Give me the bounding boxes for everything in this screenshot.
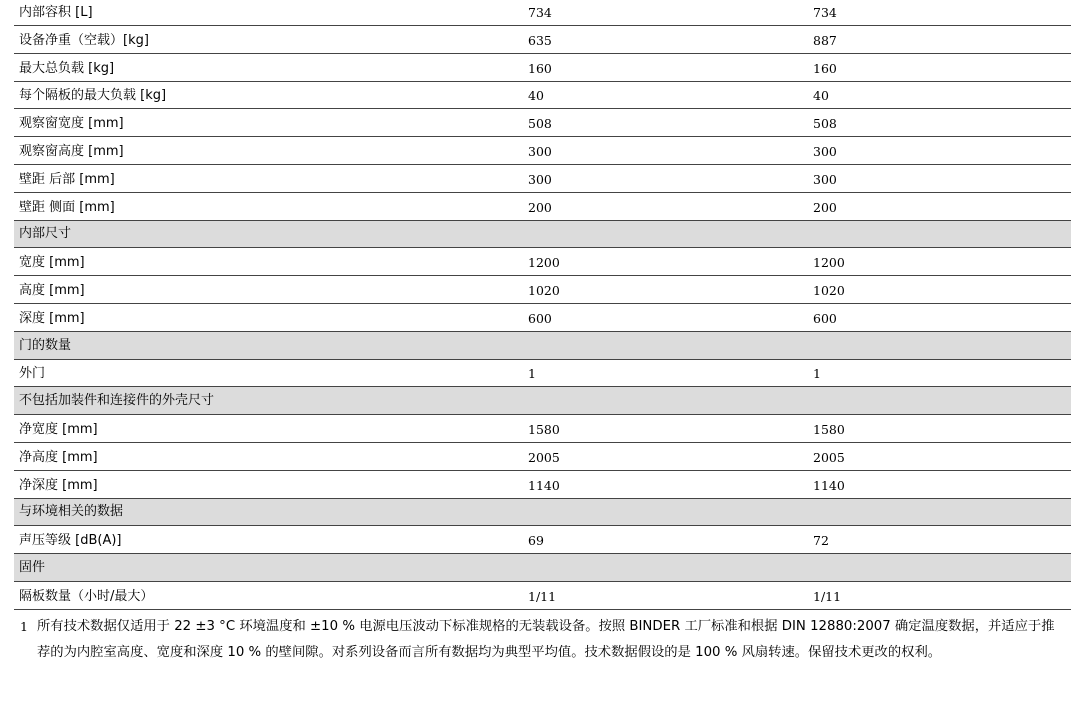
footnote [20, 614, 1065, 665]
row-value-col1: 1020 [528, 282, 560, 298]
table-row [14, 193, 1071, 221]
row-value-col2: 72 [813, 533, 829, 549]
row-value-col2: 300 [813, 171, 837, 187]
section-header-row [14, 332, 1071, 360]
section-title: 固件 [19, 559, 46, 575]
section-header-row [14, 221, 1071, 249]
row-label: 净宽度 [mm] [19, 421, 98, 437]
row-label: 宽度 [mm] [19, 255, 85, 271]
row-label: 隔板数量（小时/最大） [19, 588, 154, 604]
row-value-col2: 1020 [813, 282, 845, 298]
row-value-col2: 1580 [813, 421, 845, 437]
section-title: 不包括加装件和连接件的外壳尺寸 [19, 393, 215, 409]
table-row [14, 109, 1071, 137]
row-value-col1: 160 [528, 60, 552, 76]
row-value-col1: 635 [528, 32, 552, 48]
table-row [14, 415, 1071, 443]
row-label: 壁距 侧面 [mm] [19, 199, 115, 215]
row-value-col1: 200 [528, 199, 552, 215]
row-value-col1: 2005 [528, 449, 560, 465]
row-value-col1: 1580 [528, 421, 560, 437]
row-value-col2: 1140 [813, 477, 845, 493]
row-label: 外门 [19, 366, 46, 382]
row-label: 壁距 后部 [mm] [19, 171, 115, 187]
row-value-col2: 734 [813, 5, 837, 20]
row-value-col1: 300 [528, 143, 552, 159]
row-value-col1: 1140 [528, 477, 560, 493]
row-value-col2: 508 [813, 116, 837, 132]
table-row [14, 276, 1071, 304]
table-row [14, 82, 1071, 110]
footnote-number: 1 [20, 619, 28, 634]
row-value-col2: 1 [813, 366, 821, 382]
row-value-col1: 734 [528, 5, 552, 20]
row-label: 设备净重（空载）[kg] [19, 32, 149, 48]
row-label: 观察窗高度 [mm] [19, 143, 124, 159]
row-label: 净深度 [mm] [19, 477, 98, 493]
row-value-col1: 69 [528, 533, 544, 549]
section-header-row [14, 554, 1071, 582]
row-value-col1: 1/11 [528, 588, 557, 604]
row-value-col1: 508 [528, 116, 552, 132]
row-label: 净高度 [mm] [19, 449, 98, 465]
table-row [14, 304, 1071, 332]
row-label: 最大总负载 [kg] [19, 60, 115, 76]
row-value-col2: 2005 [813, 449, 845, 465]
row-label: 观察窗宽度 [mm] [19, 116, 124, 132]
table-row [14, 443, 1071, 471]
table-row [14, 137, 1071, 165]
row-label: 深度 [mm] [19, 310, 85, 326]
row-value-col2: 200 [813, 199, 837, 215]
table-row [14, 248, 1071, 276]
section-title: 内部尺寸 [19, 226, 72, 242]
table-row [14, 165, 1071, 193]
table-row [14, 26, 1071, 54]
section-title: 门的数量 [19, 337, 72, 353]
table-row [14, 526, 1071, 554]
row-value-col2: 160 [813, 60, 837, 76]
row-value-col1: 40 [528, 88, 544, 104]
table-row [14, 582, 1071, 610]
row-value-col1: 600 [528, 310, 552, 326]
row-value-col2: 887 [813, 32, 837, 48]
section-header-row [14, 387, 1071, 415]
row-value-col2: 40 [813, 88, 829, 104]
table-row [14, 471, 1071, 499]
table-row [14, 360, 1071, 388]
row-label: 声压等级 [dB(A)] [19, 533, 122, 549]
row-value-col1: 300 [528, 171, 552, 187]
table-row [14, 0, 1071, 26]
row-value-col2: 300 [813, 143, 837, 159]
row-label: 每个隔板的最大负载 [kg] [19, 88, 167, 104]
row-value-col2: 1/11 [813, 588, 842, 604]
row-value-col1: 1200 [528, 255, 560, 271]
row-label: 内部容积 [L] [19, 5, 93, 20]
spec-table [14, 0, 1071, 610]
footnote-text: 所有技术数据仅适用于 22 ±3 °C 环境温度和 ±10 % 电源电压波动下标准规格的无装载设备。按照 BINDER 工厂标准和根据 DIN 12880:2007 确定温度数据，并适应于推荐的为内腔室高度、宽度和深度 10 % 的壁间隙。对系列设备而言所有数据均为典型平均值。技术数据假设的是 100 % 风扇转速。保留技术更改的权利。 [37, 619, 1055, 660]
section-title: 与环境相关的数据 [19, 504, 124, 520]
row-label: 高度 [mm] [19, 282, 85, 298]
row-value-col2: 600 [813, 310, 837, 326]
table-row [14, 54, 1071, 82]
row-value-col1: 1 [528, 366, 536, 382]
row-value-col2: 1200 [813, 255, 845, 271]
section-header-row [14, 499, 1071, 527]
